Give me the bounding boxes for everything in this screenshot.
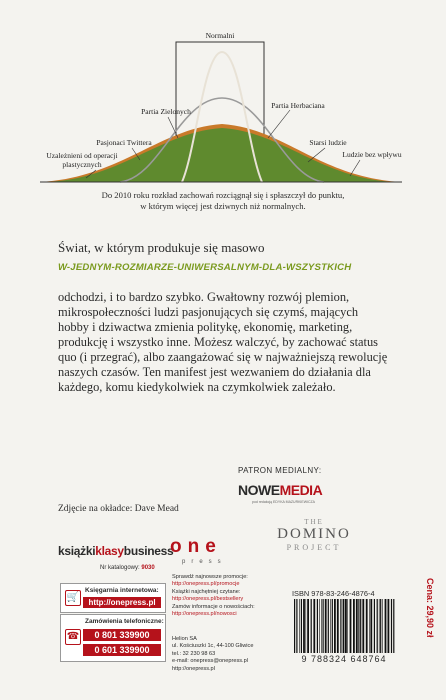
barcode-bar bbox=[328, 599, 329, 653]
barcode-bar bbox=[301, 599, 302, 653]
barcode-bar bbox=[307, 599, 309, 653]
onepress-logo bbox=[170, 536, 222, 558]
barcode-bar bbox=[366, 599, 368, 653]
label-normalni: Normalni bbox=[205, 31, 235, 40]
shop-url-link[interactable]: http://onepress.pl bbox=[83, 597, 161, 608]
shop-title: Księgarnia internetowa: bbox=[85, 587, 159, 594]
media-text: MEDIA bbox=[279, 482, 323, 498]
barcode-bar bbox=[323, 599, 324, 653]
barcode-bar bbox=[337, 599, 339, 653]
barcode-bar bbox=[379, 599, 380, 653]
promo-line-2: Książki najchętniej czytane: bbox=[172, 588, 241, 595]
domino-project-logo bbox=[244, 518, 384, 552]
phone-title: Zamówienia telefoniczne: bbox=[85, 618, 164, 625]
slogan: W-JEDNYM-ROZMIARZE-UNIWERSALNYM-DLA-WSZYSTKICH bbox=[58, 262, 352, 273]
promo-links bbox=[172, 574, 276, 618]
barcode-bar bbox=[380, 599, 381, 653]
barcode-bar bbox=[317, 599, 318, 653]
domino-the: THE bbox=[304, 518, 324, 526]
helion-line-2: ul. Kościuszki 1c, 44-100 Gliwice bbox=[172, 643, 254, 650]
press-text: press bbox=[182, 559, 227, 565]
kkb-part-b: klasy bbox=[95, 544, 124, 558]
barcode-bar bbox=[313, 599, 315, 653]
barcode-bar bbox=[353, 599, 355, 653]
helion-line-5: http://onepress.pl bbox=[172, 665, 215, 672]
barcode bbox=[292, 599, 396, 653]
label-partia-herbaciana: Partia Herbaciana bbox=[271, 101, 325, 110]
domino-name: DOMINO bbox=[277, 526, 351, 542]
promo-link-1[interactable]: http://onepress.pl/promocje bbox=[172, 581, 240, 588]
barcode-bar bbox=[385, 599, 387, 653]
barcode-bar bbox=[325, 599, 327, 653]
price-text: Cena: 29,90 zł bbox=[425, 578, 435, 638]
barcode-bar bbox=[369, 599, 370, 653]
promo-line-3: Zamów informacje o nowościach: bbox=[172, 603, 255, 610]
barcode-bar bbox=[343, 599, 345, 653]
barcode-bar bbox=[340, 599, 341, 653]
barcode-bar bbox=[388, 599, 390, 653]
barcode-bar bbox=[319, 599, 320, 653]
photo-credit: Zdjęcie na okładce: Dave Mead bbox=[58, 504, 179, 514]
barcode-bar bbox=[356, 599, 358, 653]
diagram-caption bbox=[58, 190, 388, 212]
catalog-value: 9030 bbox=[141, 565, 155, 571]
barcode-bar bbox=[358, 599, 359, 653]
body-text: odchodzi, i to bardzo szybko. Gwałtowny rozwój plemion, mikrospołeczności ludzi pasjonujących się czymś, mających hobby i dziwactwa zmienia politykę, ekonomię, marketing, produkcję i wszystko inne. Możesz walczyć, by zachować status quo (i przegrać), albo zaangażować się w najważniejszą rewolucję naszych czasów. Ten manifest jest wezwaniem do działania dla każdego, komu kiedykolwiek na czymkolwiek zależało. bbox=[58, 290, 388, 394]
barcode-bar bbox=[362, 599, 364, 653]
intro-text: Świat, w którym produkuje się masowo bbox=[58, 240, 265, 255]
patron-label: PATRON MEDIALNY: bbox=[238, 466, 322, 475]
nowe-text: NOWE bbox=[238, 482, 280, 498]
nowe-media-logo bbox=[238, 482, 322, 498]
barcode-bar bbox=[345, 599, 347, 653]
label-partia-zielonych: Partia Zielonych bbox=[141, 107, 191, 116]
caption-line-1: Do 2010 roku rozkład zachowań rozciągnął się i spłaszczył do punktu, bbox=[101, 190, 345, 200]
label-uzaleznieni-2: plastycznych bbox=[62, 160, 102, 169]
phone-number-2[interactable]: 0 601 339900 bbox=[83, 644, 161, 656]
promo-link-3[interactable]: http://onepress.pl/nowosci bbox=[172, 611, 237, 618]
phone-number-1[interactable]: 0 801 339900 bbox=[83, 629, 161, 641]
isbn: ISBN 978-83-246-4876-4 bbox=[292, 589, 375, 598]
barcode-bar bbox=[393, 599, 394, 653]
label-starsi-ludzie: Starsi ludzie bbox=[309, 138, 347, 147]
barcode-bar bbox=[360, 599, 361, 653]
barcode-bar bbox=[332, 599, 333, 653]
cart-icon: 🛒 bbox=[65, 590, 81, 606]
barcode-bar bbox=[377, 599, 378, 653]
phone-box bbox=[60, 614, 166, 662]
barcode-bar bbox=[391, 599, 392, 653]
label-ludzie-bez-wplywu: Ludzie bez wpływu bbox=[342, 150, 402, 159]
helion-line-4: e-mail: onepress@onepress.pl bbox=[172, 658, 248, 665]
label-uzaleznieni-1: Uzależnieni od operacji bbox=[46, 151, 118, 160]
barcode-bar bbox=[299, 599, 300, 653]
barcode-bar bbox=[296, 599, 297, 653]
promo-link-2[interactable]: http://onepress.pl/bestsellery bbox=[172, 596, 244, 603]
ksiazki-klasy-business-logo bbox=[58, 544, 173, 558]
kkb-part-c: business bbox=[123, 544, 174, 558]
caption-line-2: w którym więcej jest dziwnych niż normalnych. bbox=[140, 201, 306, 211]
barcode-bar bbox=[347, 599, 348, 653]
barcode-bar bbox=[382, 599, 383, 653]
barcode-bar bbox=[374, 599, 375, 653]
price-tag bbox=[412, 578, 442, 663]
catalog-label: Nr katalogowy: bbox=[100, 565, 140, 571]
shop-box bbox=[60, 583, 166, 613]
barcode-number: 9 788324 648764 bbox=[301, 654, 387, 664]
nowe-media-subtitle: pod redakcją EDYKA MAZURKIEWICZA bbox=[252, 500, 316, 504]
barcode-bar bbox=[303, 599, 305, 653]
helion-address bbox=[172, 636, 276, 673]
barcode-bar bbox=[311, 599, 312, 653]
promo-line-1: Sprawdź najnowsze promocje: bbox=[172, 574, 248, 580]
helion-line-3: tel.: 32 230 98 63 bbox=[172, 650, 216, 657]
kkb-part-a: książki bbox=[58, 544, 96, 558]
catalog-number bbox=[100, 565, 155, 571]
barcode-bar bbox=[334, 599, 336, 653]
helion-line-1: Helion SA bbox=[172, 636, 197, 642]
domino-project: PROJECT bbox=[286, 543, 342, 552]
barcode-bar bbox=[321, 599, 322, 653]
one-text: one bbox=[170, 536, 222, 557]
phone-icon: ☎ bbox=[65, 629, 81, 645]
barcode-bar bbox=[370, 599, 372, 653]
barcode-bar bbox=[330, 599, 331, 653]
label-pasjonaci-twittera: Pasjonaci Twittera bbox=[96, 138, 152, 147]
barcode-bar bbox=[294, 599, 295, 653]
barcode-bar bbox=[306, 599, 307, 653]
barcode-bar bbox=[350, 599, 352, 653]
